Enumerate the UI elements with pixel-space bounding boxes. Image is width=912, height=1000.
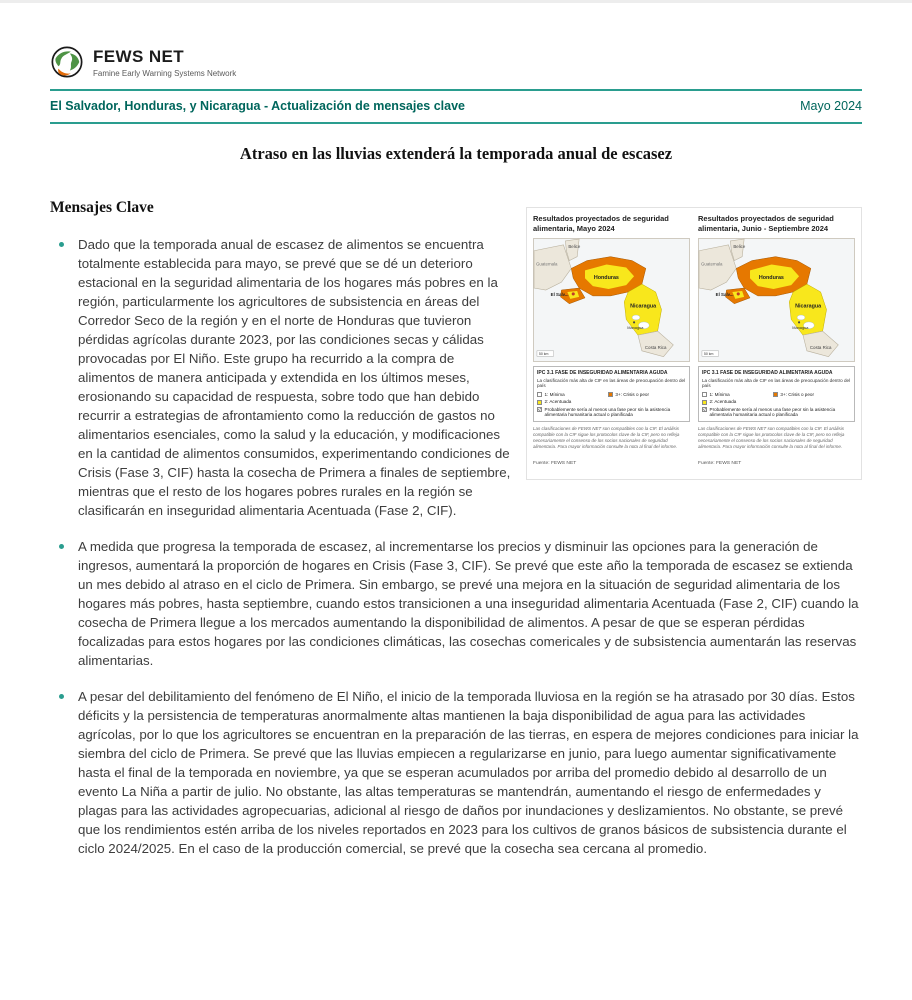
legend-item-assistance: [702, 407, 851, 418]
central-america-map: [699, 239, 854, 361]
bullet-icon: [59, 694, 64, 699]
fews-net-logo: [50, 45, 862, 79]
map-frame: [698, 238, 855, 362]
legend-label: Probablemente sería al menos una fase peor sin la asistencia alimentaria humanitaria actual o planificada: [544, 406, 671, 418]
map-label-guatemala: Guatemala: [535, 261, 558, 267]
map-panel-title: Resultados proyectados de seguridad alimentaria, Mayo 2024: [533, 214, 669, 233]
bullet-body: [78, 214, 862, 520]
legend-item-phase3: [773, 392, 851, 398]
bullet-icon: [59, 544, 64, 549]
map-label-belize: Belice: [568, 243, 581, 249]
legend-label: 1: Mínima: [709, 391, 730, 397]
central-america-map: [534, 239, 689, 361]
phase-2-swatch-icon: [702, 400, 707, 405]
legend-subtitle: La clasificación más alta de CIF en las áreas de preocupación dentro del país: [537, 377, 686, 389]
map-label-nicaragua: Nicaragua: [795, 303, 822, 310]
legend-label: 1: Mínima: [544, 391, 565, 397]
bullet-body: [78, 537, 862, 670]
legend-item-phase1: [537, 392, 605, 398]
legend-item-phase2: [537, 399, 605, 405]
legend-grid: [702, 392, 851, 418]
globe-icon: [50, 45, 84, 79]
map-source: Fuente: FEWS NET: [533, 460, 577, 466]
managua-marker-icon: [798, 321, 800, 323]
el-salvador-marker-icon: [737, 292, 740, 295]
bullet-text: A pesar del debilitamiento del fenómeno de El Niño, el inicio de la temporada lluviosa en la región se ha atrasado por 30 días. Estos déficits y la persistencia de temperaturas anormalmente altas mantienen la baja disponibilidad de agua para las actividades agrícolas, por lo que los agricultores se encuentran en la preparación de las tierras, en espera de mejores condiciones para iniciar la siembra del ciclo de Primera. Se prevé que las lluvias empiecen a regularizarse en junio, para luego aumentar significativamente hasta el final de la temporada en noviembre, ya que se esperan acumulados por arriba del promedio debido al desarrollo de un evento La Niña a partir de julio. No obstante, las altas temperaturas se mantendrán, aumentando el riesgo de enfermedades y plagas para las actividades agropecuarias, adicional al riesgo de daños por inundaciones y deslizamientos. No obstante, se prevé que los rendimientos estén arriba de los niveles reportados en 2023 para los cultivos de granos básicos de subsistencia durante el ciclo 2024/2025. En el caso de la producción comercial, se prevé que la cosecha sea cercana al promedio.: [78, 689, 859, 856]
phase-1-swatch-icon: [702, 392, 707, 397]
map-disclaimer: Las clasificaciones de FEWS NET son compatibles con la CIF. El análisis compatible con la CIF sigue los protocolos clave de la CIF, pero no refleja necesariamente el consenso de los socios nacionales de seguridad alimentaria. Para mayor información consulte la nota al final del informe.: [698, 425, 845, 449]
document-header-date: Mayo 2024: [800, 99, 862, 113]
list-item: [50, 537, 862, 670]
legend-label: 3+: Crisis o peor: [780, 391, 814, 397]
key-messages-list: [0, 214, 912, 858]
map-label-el-salvador: El Salv...: [715, 291, 734, 297]
phase-3-swatch-icon: [608, 392, 613, 397]
legend-item-phase3: [608, 392, 686, 398]
map-label-nicaragua: Nicaragua: [630, 303, 657, 310]
legend-title: IPC 3.1 FASE DE INSEGURIDAD ALIMENTARIA AGUDA: [702, 369, 833, 376]
map-disclaimer: Las clasificaciones de FEWS NET son compatibles con la CIF. El análisis compatible con la CIF sigue los protocolos clave de la CIF, pero no refleja necesariamente el consenso de los socios nacionales de seguridad alimentaria. Para mayor información consulte la nota al final del informe.: [533, 425, 680, 449]
map-label-costa-rica: Costa Rica: [644, 344, 667, 350]
document-header-title: El Salvador, Honduras, y Nicaragua - Actualización de mensajes clave: [50, 99, 465, 113]
list-item: [50, 687, 862, 858]
ipc-legend: [533, 366, 690, 422]
bullet-text: A medida que progresa la temporada de escasez, al incrementarse los precios y disminuir las opciones para la generación de ingresos, aumentará la proporción de hogares en Crisis (Fase 3, CIF). Se prevé que este año la temporada de escasez se extienda un mes debido al atraso en el ciclo de Primera. Sin embargo, se prevé una mejora en la situación de seguridad alimentaria de los hogares más pobres, hasta septiembre, cuando estos transicionen a una inseguridad alimentaria Acentuada (Fase 2, CIF) cuando la cosecha de Primera llegue a los mercados aumentando la disponibilidad de alimentos. A pesar de que se esperan pérdidas focalizadas para estos hogares por las condiciones climáticas, las cosechas comericales y de subsistencia aumentarán las reservas alimentarias.: [78, 539, 859, 668]
map-label-honduras: Honduras: [758, 275, 784, 282]
legend-item-assistance: [537, 407, 686, 418]
ipc-legend: [698, 366, 855, 422]
document-header-bar: [0, 91, 912, 122]
logo-title: FEWS NET: [93, 46, 185, 66]
assistance-swatch-icon: [702, 407, 707, 412]
bullet-body: [78, 687, 862, 858]
legend-label: Probablemente sería al menos una fase peor sin la asistencia alimentaria humanitaria actual o planificada: [709, 406, 836, 418]
legend-label: 2: Acentuada: [544, 399, 572, 405]
logo-subtitle: Famine Early Warning Systems Network: [93, 68, 237, 78]
bullet-text: Dado que la temporada anual de escasez de alimentos se encuentra totalmente establecida para mayo, se prevé que se dé un deterioro estacional en la seguridad alimentaria de los hogares más pobres en la región, particularmente los agricultores de subsistencia en áreas del Corredor Seco de la región y en el norte de Honduras que tuvieron pérdidas agrícolas durante 2023, por las condiciones secas y cálidas provocadas por El Niño. Este grupo ha recurrido a la compra de alimentos de manera anticipada y extendida en los últimos meses, erosionando su capacidad de respuesta, sobre todo que han debido recurrir a estrategias de afrontamiento como la reducción de gastos no alimentarios esenciales, como la salud y la educación, y modificaciones en la cantidad de alimentos consumidos, experimentando condiciones de Crisis (Fase 3, CIF) hasta la cosecha de Primera a finales de septiembre, mientras que el resto de los hogares pobres rurales en la región se clasificarán en inseguridad alimentaria Acentuada (Fase 2, CIF).: [78, 237, 511, 518]
legend-label: 2: Acentuada: [709, 399, 737, 405]
legend-subtitle: La clasificación más alta de CIF en las áreas de preocupación dentro del país: [702, 377, 851, 389]
el-salvador-marker-icon: [572, 292, 575, 295]
phase-3-swatch-icon: [773, 392, 778, 397]
map-label-managua: Managua: [792, 325, 809, 331]
managua-marker-icon: [633, 321, 635, 323]
legend-title: IPC 3.1 FASE DE INSEGURIDAD ALIMENTARIA AGUDA: [537, 369, 668, 376]
page-title: Atraso en las lluvias extenderá la temporada anual de escasez: [239, 144, 673, 163]
map-label-belize: Belice: [733, 243, 746, 249]
map-scale-label: 50 km: [703, 352, 714, 357]
legend-grid: [537, 392, 686, 418]
phase-1-swatch-icon: [537, 392, 542, 397]
legend-item-phase2: [702, 399, 770, 405]
section-heading: Mensajes Clave: [50, 199, 154, 216]
map-label-el-salvador: El Salv...: [550, 291, 569, 297]
legend-label: 3+: Crisis o peor: [615, 391, 649, 397]
food-security-maps-figure: [526, 207, 862, 480]
map-scale-label: 50 km: [538, 352, 549, 357]
phase-2-swatch-icon: [537, 400, 542, 405]
legend-item-phase1: [702, 392, 770, 398]
map-source: Fuente: FEWS NET: [698, 460, 742, 466]
map-label-managua: Managua: [627, 325, 644, 331]
header-divider: [50, 122, 862, 124]
map-panel-may: [533, 214, 690, 473]
assistance-swatch-icon: [537, 407, 542, 412]
map-panel-june-september: [698, 214, 855, 473]
logo-text: [93, 47, 236, 78]
bullet-icon: [59, 242, 64, 247]
map-label-costa-rica: Costa Rica: [809, 344, 832, 350]
list-item: [50, 214, 862, 520]
map-frame: [533, 238, 690, 362]
map-label-guatemala: Guatemala: [700, 261, 723, 267]
map-label-honduras: Honduras: [593, 275, 619, 282]
map-panel-title: Resultados proyectados de seguridad alimentaria, Junio - Septiembre 2024: [698, 214, 834, 233]
masthead: [0, 3, 912, 89]
